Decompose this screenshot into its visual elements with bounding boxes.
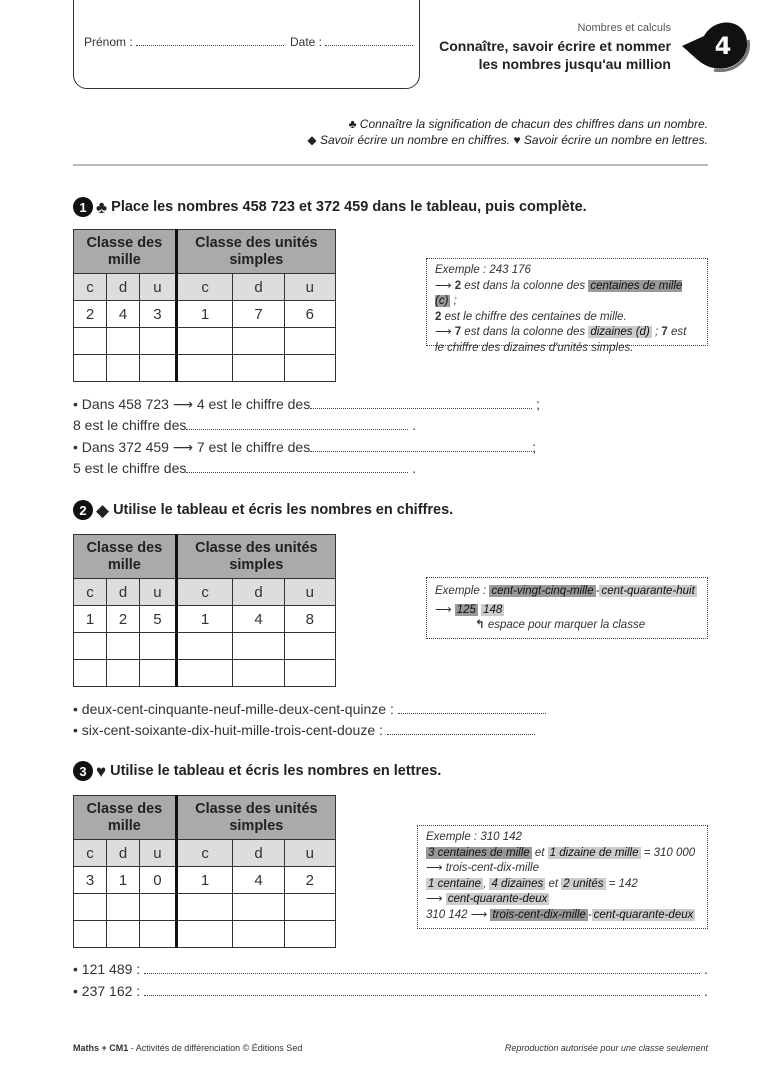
table-row[interactable]	[74, 355, 336, 382]
exercise-2-title	[73, 500, 453, 520]
highlight: cent-vingt-cinq-mille	[491, 585, 594, 597]
col-header: u	[140, 840, 177, 867]
footer-copyright: - Activités de différenciation © Éditions Sed	[128, 1043, 303, 1053]
date-field[interactable]	[290, 33, 413, 49]
highlight: 4 dizaines	[491, 877, 544, 890]
example-box-3	[417, 825, 708, 929]
digit: 2	[454, 279, 462, 292]
highlight: cent-quarante-deux	[593, 908, 694, 921]
prenom-label: Prénom :	[84, 35, 133, 49]
highlight: 3 centaines de mille	[428, 846, 530, 859]
prenom-field[interactable]	[84, 33, 284, 49]
col-header: d	[233, 274, 284, 301]
text: ;	[651, 326, 662, 338]
category-label: Nombres et calculs	[577, 22, 671, 34]
answer-line-3[interactable]	[73, 439, 536, 456]
table-cell[interactable]	[107, 355, 140, 382]
table-cell[interactable]	[284, 328, 335, 355]
text: • Dans 372 459	[73, 439, 169, 455]
table-cell[interactable]	[74, 633, 107, 660]
text: 7 est le chiffre des	[196, 439, 311, 455]
objective-1-text: Connaître la signification de chacun des chiffres dans un nombre.	[359, 117, 708, 131]
example-line	[426, 877, 699, 893]
objective-line-2	[307, 133, 708, 147]
example-box-2	[426, 577, 708, 639]
place-value-table-2	[73, 534, 336, 687]
text: ;	[450, 295, 457, 307]
highlight: dizaines (d)	[590, 326, 650, 338]
table-cell: 1	[176, 867, 233, 894]
table-cell[interactable]	[140, 328, 177, 355]
highlight: 125	[456, 603, 476, 616]
footer-left	[73, 1043, 302, 1053]
arrow-icon: ⟶	[435, 326, 452, 338]
text: ;	[532, 439, 537, 455]
table-cell[interactable]	[233, 633, 284, 660]
table-cell: 1	[176, 606, 233, 633]
text: • Dans 458 723	[73, 396, 169, 412]
table-cell[interactable]	[74, 355, 107, 382]
text: est dans la colonne des	[461, 279, 589, 292]
table-row[interactable]	[74, 633, 336, 660]
table-cell: 1	[176, 301, 233, 328]
footer-right: Reproduction autorisée pour une classe seulement	[504, 1043, 708, 1053]
table-cell: 2	[107, 606, 140, 633]
sheet-number-badge	[674, 12, 754, 87]
example-line	[435, 584, 699, 600]
highlight: cent-quarante-deux	[447, 893, 548, 905]
class-thousands-header: Classe des mille	[74, 796, 177, 840]
table-cell: 4	[233, 867, 284, 894]
table-cell[interactable]	[140, 894, 177, 921]
text: trois-cent-dix-mille	[445, 862, 539, 874]
club-icon: ♣	[348, 117, 357, 131]
example-title: Exemple : 310 142	[426, 831, 522, 843]
text: et	[531, 846, 548, 859]
up-arrow-icon: ↰	[475, 619, 485, 631]
text: .	[412, 460, 417, 476]
table-cell: 4	[107, 301, 140, 328]
objective-3-text: Savoir écrire un nombre en lettres.	[523, 133, 708, 147]
highlight: 2 unités	[563, 877, 604, 890]
example-line	[435, 279, 699, 310]
dotted-blank[interactable]	[398, 701, 546, 714]
example-box-1	[426, 258, 708, 354]
table-cell: 0	[140, 867, 177, 894]
col-header: c	[176, 840, 233, 867]
example-line	[435, 618, 699, 634]
table-cell[interactable]	[107, 894, 140, 921]
text: 8 est le chiffre des	[73, 417, 187, 433]
answer-line-4[interactable]	[73, 460, 416, 476]
table-cell[interactable]	[140, 660, 177, 687]
text: espace pour marquer la classe	[487, 619, 646, 631]
col-header: u	[140, 274, 177, 301]
table-cell[interactable]	[74, 894, 107, 921]
table-cell[interactable]	[284, 921, 335, 948]
sheet-number: 4	[714, 32, 732, 60]
table-cell: 8	[284, 606, 335, 633]
text: 4 est le chiffre des	[196, 396, 311, 412]
answer-line-5[interactable]	[73, 701, 546, 717]
text: .	[703, 961, 708, 977]
highlight: trois-cent-dix-mille	[492, 908, 586, 921]
table-cell: 1	[107, 867, 140, 894]
class-units-header: Classe des unités simples	[176, 796, 335, 840]
dotted-blank[interactable]	[144, 961, 700, 974]
highlight: 148	[483, 603, 503, 616]
text: 310 142	[426, 908, 468, 921]
page-title-line1: Connaître, savoir écrire et nommer	[439, 38, 671, 54]
class-units-header: Classe des unités simples	[176, 535, 335, 579]
answer-line-6[interactable]	[73, 722, 535, 738]
table-cell: 7	[233, 301, 284, 328]
table-row[interactable]	[74, 328, 336, 355]
table-cell: 4	[233, 606, 284, 633]
exercise-3-number: 3	[73, 761, 93, 781]
table-cell[interactable]	[284, 660, 335, 687]
text: est dans la colonne des	[461, 326, 589, 338]
dotted-blank[interactable]	[310, 439, 532, 452]
dotted-blank[interactable]	[144, 983, 700, 996]
col-header: c	[176, 274, 233, 301]
table-cell[interactable]	[140, 633, 177, 660]
exercise-3-title	[73, 761, 441, 781]
digit: 7	[661, 326, 668, 338]
exercise-2-number: 2	[73, 500, 93, 520]
table-row	[74, 301, 336, 328]
table-cell[interactable]	[176, 328, 233, 355]
col-header: d	[233, 840, 284, 867]
exercise-3-instruction: Utilise le tableau et écris les nombres en lettres.	[110, 763, 442, 779]
text: et	[545, 877, 562, 890]
text: est le chiffre des centaines de mille.	[441, 310, 627, 323]
table-cell[interactable]	[107, 328, 140, 355]
place-value-table-3	[73, 795, 336, 948]
table-row[interactable]	[74, 894, 336, 921]
table-cell[interactable]	[233, 660, 284, 687]
separator-rule	[73, 164, 708, 166]
club-icon: ♣	[96, 197, 108, 217]
col-header: u	[284, 274, 335, 301]
example-line	[435, 603, 699, 619]
table-row[interactable]	[74, 660, 336, 687]
example-line	[426, 908, 699, 924]
table-cell[interactable]	[233, 921, 284, 948]
table-row	[74, 867, 336, 894]
table-cell: 3	[140, 301, 177, 328]
text: = 142	[605, 877, 638, 890]
arrow-icon: ⟶	[426, 862, 443, 874]
answer-line-2[interactable]	[73, 417, 416, 433]
exercise-1-title	[73, 197, 587, 217]
text: ,	[483, 877, 490, 890]
class-thousands-header: Classe des mille	[74, 535, 177, 579]
diamond-icon: ◆	[96, 500, 110, 520]
col-header: c	[74, 579, 107, 606]
highlight: 1 dizaine de mille	[549, 846, 639, 859]
arrow-icon: ⟶	[435, 603, 452, 616]
answer-line-7[interactable]	[73, 961, 708, 977]
dotted-blank[interactable]	[186, 460, 408, 473]
text: • 121 489 :	[73, 961, 141, 977]
table-cell[interactable]	[74, 660, 107, 687]
answer-line-1[interactable]	[73, 396, 540, 413]
col-header: c	[74, 840, 107, 867]
class-thousands-header: Classe des mille	[74, 230, 177, 274]
heart-icon: ♥	[513, 133, 521, 147]
table-cell[interactable]	[176, 921, 233, 948]
example-line: le chiffre des dizaines d'unités simples.	[435, 341, 634, 354]
dotted-blank[interactable]	[387, 722, 535, 735]
example-line	[435, 310, 699, 326]
footer-book-title: Maths + CM1	[73, 1043, 129, 1053]
objective-2-text: Savoir écrire un nombre en chiffres.	[320, 133, 511, 147]
example-line	[435, 325, 699, 341]
objective-line-1	[349, 117, 708, 131]
text: = 310 000	[640, 846, 696, 859]
table-cell[interactable]	[176, 355, 233, 382]
prenom-dots	[136, 33, 284, 46]
diamond-icon: ◆	[307, 133, 317, 147]
exercise-1-number: 1	[73, 197, 93, 217]
dotted-blank[interactable]	[310, 396, 532, 409]
arrow-icon: ⟶	[172, 439, 193, 455]
table-cell: 1	[74, 606, 107, 633]
exercise-2-instruction: Utilise le tableau et écris les nombres en chiffres.	[113, 502, 454, 518]
table-row	[74, 606, 336, 633]
highlight: cent-quarante-huit	[601, 585, 695, 597]
exercise-1-instruction: Place les nombres 458 723 et 372 459 dans le tableau, puis complète.	[111, 199, 587, 215]
table-cell[interactable]	[140, 355, 177, 382]
text: • six-cent-soixante-dix-huit-mille-trois-cent-douze :	[73, 722, 383, 738]
text: -	[595, 585, 600, 597]
col-header: u	[140, 579, 177, 606]
table-cell: 3	[74, 867, 107, 894]
student-info-box	[73, 0, 420, 89]
table-cell[interactable]	[284, 633, 335, 660]
table-cell[interactable]	[107, 633, 140, 660]
table-row[interactable]	[74, 921, 336, 948]
col-header: u	[284, 840, 335, 867]
example-title: Exemple : 243 176	[435, 264, 531, 276]
arrow-icon: ⟶	[426, 893, 443, 905]
table-cell: 2	[74, 301, 107, 328]
table-cell: 6	[284, 301, 335, 328]
text: • deux-cent-cinquante-neuf-mille-deux-cent-quinze :	[73, 701, 394, 717]
table-cell[interactable]	[284, 894, 335, 921]
text: Exemple :	[435, 585, 487, 597]
highlight: centaines de mille (c)	[435, 279, 683, 307]
table-cell[interactable]	[233, 328, 284, 355]
table-cell[interactable]	[284, 355, 335, 382]
place-value-table-1	[73, 229, 336, 382]
table-cell[interactable]	[74, 328, 107, 355]
table-cell: 5	[140, 606, 177, 633]
col-header: c	[74, 274, 107, 301]
arrow-icon: ⟶	[172, 396, 193, 412]
text: ;	[536, 396, 540, 412]
date-label: Date :	[290, 35, 323, 49]
table-cell[interactable]	[233, 355, 284, 382]
table-cell[interactable]	[176, 894, 233, 921]
col-header: u	[284, 579, 335, 606]
arrow-icon: ⟶	[435, 279, 452, 292]
text: -	[587, 908, 592, 921]
table-cell[interactable]	[176, 633, 233, 660]
table-cell[interactable]	[233, 894, 284, 921]
dotted-blank[interactable]	[186, 417, 408, 430]
col-header: c	[176, 579, 233, 606]
example-line	[426, 861, 699, 877]
text: • 237 162 :	[73, 983, 141, 999]
class-units-header: Classe des unités simples	[176, 230, 335, 274]
col-header: d	[107, 579, 140, 606]
table-cell: 2	[284, 867, 335, 894]
col-header: d	[107, 840, 140, 867]
col-header: d	[233, 579, 284, 606]
table-cell[interactable]	[107, 921, 140, 948]
digit: 2	[435, 310, 442, 323]
text: est	[667, 326, 687, 338]
arrow-icon: ⟶	[470, 908, 488, 921]
table-cell[interactable]	[107, 660, 140, 687]
example-line	[426, 892, 699, 908]
text: .	[412, 417, 417, 433]
digit: 7	[454, 326, 462, 338]
heart-icon: ♥	[96, 761, 107, 781]
date-dots	[325, 33, 413, 46]
table-cell[interactable]	[74, 921, 107, 948]
answer-line-8[interactable]	[73, 983, 708, 999]
example-line	[426, 846, 699, 862]
highlight: 1 centaine	[428, 877, 482, 890]
col-header: d	[107, 274, 140, 301]
text: .	[703, 983, 708, 999]
table-cell[interactable]	[176, 660, 233, 687]
page-title-line2: les nombres jusqu'au million	[478, 56, 671, 72]
table-cell[interactable]	[140, 921, 177, 948]
text: 5 est le chiffre des	[73, 460, 187, 476]
